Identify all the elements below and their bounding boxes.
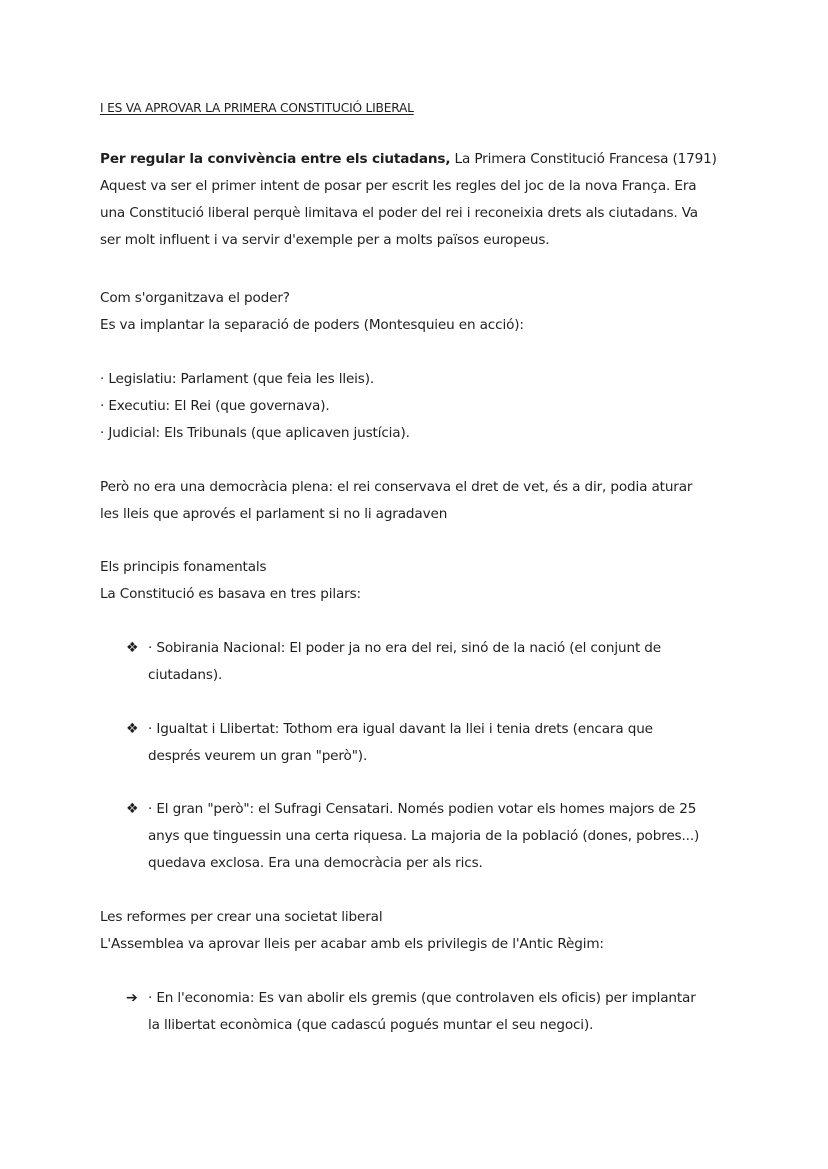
caveat-paragraph [100, 474, 740, 528]
reforms-subheading: L'Assemblea va aprovar lleis per acabar amb els privilegis de l'Antic Règim: [100, 936, 604, 952]
power-list [100, 366, 740, 447]
principles-heading: Els principis fonamentals [100, 559, 267, 575]
power-item-legislatiu: · Legislatiu: Parlament (que feia les lleis). [100, 371, 375, 387]
diamond-bullet-icon: ❖ [126, 640, 139, 656]
principle-item-text [148, 716, 738, 770]
principle-line: anys que tinguessin una certa riquesa. La majoria de la població (dones, pobres...) [148, 828, 700, 844]
principles-subheading: La Constitució es basava en tres pilars: [100, 586, 361, 602]
reform-line: · En l'economia: Es van abolir els gremis (que controlaven els oficis) per implantar [148, 990, 696, 1006]
principles-section [100, 554, 740, 608]
power-section [100, 285, 740, 339]
principle-line: · El gran "però": el Sufragi Censatari. Només podien votar els homes majors de 25 [148, 801, 697, 817]
principle-item-text [148, 796, 738, 877]
reform-line: la llibertat econòmica (que cadascú pogués muntar el seu negoci). [148, 1017, 594, 1033]
intro-bold-lead: Per regular la convivència entre els ciutadans, [100, 151, 451, 167]
caveat-line: les lleis que aprovés el parlament si no li agradaven [100, 506, 448, 522]
reforms-heading: Les reformes per crear una societat liberal [100, 909, 383, 925]
principle-line: ciutadans). [148, 667, 223, 683]
principle-line: quedava exclosa. Era una democràcia per als rics. [148, 855, 483, 871]
principle-line: després veurem un gran "però"). [148, 748, 368, 764]
intro-line: Aquest va ser el primer intent de posar per escrit les regles del joc de la nova França. Era [100, 178, 697, 194]
intro-lead-rest: La Primera Constitució Francesa (1791) [450, 151, 717, 167]
principle-line: · Sobirania Nacional: El poder ja no era del rei, sinó de la nació (el conjunt de [148, 640, 661, 656]
power-item-judicial: · Judicial: Els Tribunals (que aplicaven justícia). [100, 425, 410, 441]
intro-paragraph [100, 146, 740, 254]
principle-item-text [148, 635, 738, 689]
power-item-executiu: · Executiu: El Rei (que governava). [100, 398, 330, 414]
principle-line: · Igualtat i Llibertat: Tothom era igual davant la llei i tenia drets (encara que [148, 721, 653, 737]
arrow-bullet-icon: ➔ [126, 990, 138, 1006]
page-title: I ES VA APROVAR LA PRIMERA CONSTITUCIÓ LIBERAL [100, 101, 414, 115]
power-heading: Com s'organitzava el poder? [100, 290, 290, 306]
intro-lead-line [100, 146, 740, 173]
intro-line: ser molt influent i va servir d'exemple per a molts països europeus. [100, 232, 550, 248]
caveat-line: Però no era una democràcia plena: el rei conservava el dret de vet, és a dir, podia aturar [100, 479, 693, 495]
power-subheading: Es va implantar la separació de poders (Montesquieu en acció): [100, 317, 524, 333]
reforms-section [100, 904, 740, 958]
diamond-bullet-icon: ❖ [126, 721, 139, 737]
diamond-bullet-icon: ❖ [126, 801, 139, 817]
intro-line: una Constitució liberal perquè limitava el poder del rei i reconeixia drets als ciutadans. Va [100, 205, 698, 221]
reform-item-text [148, 985, 738, 1039]
